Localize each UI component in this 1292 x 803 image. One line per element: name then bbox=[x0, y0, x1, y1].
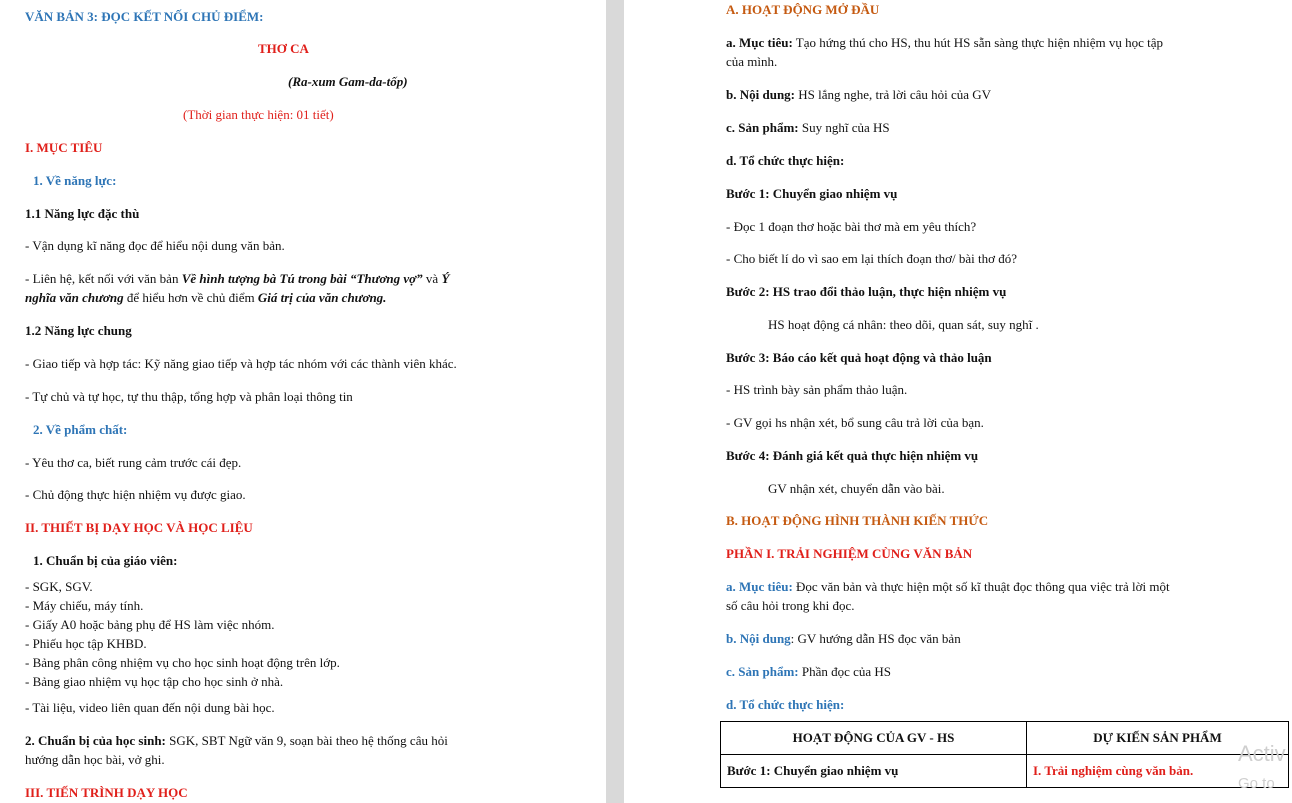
document-page-left bbox=[0, 0, 606, 803]
sub-chuan-bi-gv: 1. Chuẩn bị của giáo viên: bbox=[33, 553, 178, 568]
label-to-chuc: d. Tổ chức thực hiện: bbox=[726, 153, 845, 168]
table-cell: Bước 1: Chuyển giao nhiệm vụ bbox=[721, 755, 1027, 788]
activation-watermark-sub: Go to bbox=[1238, 775, 1275, 792]
label-muc-tieu: a. Mục tiêu: bbox=[726, 35, 793, 50]
step-1-item: - Đọc 1 đoạn thơ hoặc bài thơ mà em yêu thích? bbox=[726, 219, 977, 234]
section-muc-tieu: I. MỤC TIÊU bbox=[25, 140, 103, 155]
text-chuan-bi-hs bbox=[25, 732, 448, 749]
list-item: - Phiếu học tập KHBD. bbox=[25, 636, 147, 651]
text-san-pham-body: Suy nghĩ của HS bbox=[798, 120, 890, 135]
text-san-pham bbox=[726, 119, 890, 136]
table-header-cell: DỰ KIẾN SẢN PHẨM bbox=[1027, 722, 1289, 755]
label-b-to-chuc: d. Tổ chức thực hiện: bbox=[726, 697, 845, 712]
text-lien-he-part: để hiểu hơn về chủ điểm bbox=[123, 290, 258, 305]
part-trai-nghiem: PHẦN I. TRẢI NGHIỆM CÙNG VĂN BẢN bbox=[726, 546, 973, 561]
text-lien-he-part: và bbox=[422, 271, 442, 286]
list-item: - Bảng phân công nhiệm vụ cho học sinh hoạt động trên lớp. bbox=[25, 655, 340, 670]
label-b-san-pham: c. Sản phẩm: bbox=[726, 664, 799, 679]
lesson-heading: VĂN BẢN 3: ĐỌC KẾT NỐI CHỦ ĐIỂM: bbox=[25, 9, 264, 24]
table-header-cell: HOẠT ĐỘNG CỦA GV - HS bbox=[721, 722, 1027, 755]
label-b-muc-tieu: a. Mục tiêu: bbox=[726, 579, 793, 594]
table-cell: I. Trải nghiệm cùng văn bản. bbox=[1027, 755, 1289, 788]
list-item: - Máy chiếu, máy tính. bbox=[25, 598, 144, 613]
step-3-item: - GV gọi hs nhận xét, bổ sung câu trả lời của bạn. bbox=[726, 415, 984, 430]
text-lien-he-line2 bbox=[25, 289, 386, 306]
step-4-item: GV nhận xét, chuyển dẫn vào bài. bbox=[768, 481, 945, 496]
text-lien-he-title: Giá trị của văn chương. bbox=[257, 290, 387, 305]
label-b-noi-dung: b. Nội dung bbox=[726, 631, 791, 646]
document-page-right bbox=[624, 0, 1292, 803]
text-muc-tieu-body: Tạo hứng thú cho HS, thu hút HS sẵn sàng thực hiện nhiệm vụ học tập bbox=[792, 35, 1164, 50]
text-chu-dong: - Chủ động thực hiện nhiệm vụ được giao. bbox=[25, 487, 246, 502]
text-chuan-bi-hs-body: SGK, SBT Ngữ văn 9, soạn bài theo hệ thống câu hỏi bbox=[165, 733, 448, 748]
section-hoat-dong-mo-dau: A. HOẠT ĐỘNG MỞ ĐẦU bbox=[726, 2, 880, 17]
text-yeu-tho: - Yêu thơ ca, biết rung cảm trước cái đẹp. bbox=[25, 455, 242, 470]
text-lien-he-title: nghĩa văn chương bbox=[25, 290, 124, 305]
text-lien-he-title: Ý bbox=[441, 271, 450, 286]
label-san-pham: c. Sản phẩm: bbox=[726, 120, 799, 135]
text-b-san-pham-body: Phần đọc của HS bbox=[798, 664, 892, 679]
label-chuan-bi-hs: 2. Chuẩn bị của học sinh: bbox=[25, 733, 166, 748]
text-b-muc-tieu bbox=[726, 578, 1170, 595]
sub-nang-luc: 1. Về năng lực: bbox=[33, 173, 117, 188]
text-noi-dung bbox=[726, 86, 991, 103]
step-3-item: - HS trình bày sản phẩm thảo luận. bbox=[726, 382, 908, 397]
text-van-dung: - Vận dụng kĩ năng đọc để hiểu nội dung văn bản. bbox=[25, 238, 285, 253]
poem-title: THƠ CA bbox=[258, 41, 309, 56]
text-lien-he bbox=[25, 270, 449, 287]
text-giao-tiep: - Giao tiếp và hợp tác: Kỹ năng giao tiếp và hợp tác nhóm với các thành viên khác. bbox=[25, 356, 457, 371]
text-tu-chu: - Tự chủ và tự học, tự thu thập, tổng hợp và phân loại thông tin bbox=[25, 389, 353, 404]
text-b-muc-tieu-body: Đọc văn bản và thực hiện một số kĩ thuật đọc thông qua việc trả lời một bbox=[792, 579, 1170, 594]
section-thiet-bi: II. THIẾT BỊ DẠY HỌC VÀ HỌC LIỆU bbox=[25, 520, 253, 535]
text-b-noi-dung-body: : GV hướng dẫn HS đọc văn bản bbox=[790, 631, 961, 646]
activity-table bbox=[720, 721, 1289, 788]
text-b-noi-dung bbox=[726, 630, 961, 647]
step-3: Bước 3: Báo cáo kết quả hoạt động và thảo luận bbox=[726, 350, 992, 365]
section-hinh-thanh-kien-thuc: B. HOẠT ĐỘNG HÌNH THÀNH KIẾN THỨC bbox=[726, 513, 989, 528]
text-muc-tieu bbox=[726, 34, 1163, 51]
text-muc-tieu-line2: của mình. bbox=[726, 54, 778, 69]
text-noi-dung-body: HS lắng nghe, trả lời câu hỏi của GV bbox=[795, 87, 992, 102]
list-item: - Bảng giao nhiệm vụ học tập cho học sinh ở nhà. bbox=[25, 674, 284, 689]
table-header-row bbox=[721, 722, 1289, 755]
step-1: Bước 1: Chuyển giao nhiệm vụ bbox=[726, 186, 898, 201]
step-1-item: - Cho biết lí do vì sao em lại thích đoạn thơ/ bài thơ đó? bbox=[726, 251, 1018, 266]
table-row bbox=[721, 755, 1289, 788]
label-noi-dung: b. Nội dung: bbox=[726, 87, 795, 102]
text-tai-lieu: - Tài liệu, video liên quan đến nội dung bài học. bbox=[25, 700, 275, 715]
text-lien-he-part: - Liên hệ, kết nối với văn bản bbox=[25, 271, 182, 286]
step-4: Bước 4: Đánh giá kết quả thực hiện nhiệm vụ bbox=[726, 448, 979, 463]
time-note: (Thời gian thực hiện: 01 tiết) bbox=[183, 107, 334, 122]
text-b-muc-tieu-line2: số câu hỏi trong khi đọc. bbox=[726, 598, 855, 613]
step-2-item: HS hoạt động cá nhân: theo dõi, quan sát, suy nghĩ . bbox=[768, 317, 1039, 332]
step-2: Bước 2: HS trao đổi thảo luận, thực hiện nhiệm vụ bbox=[726, 284, 1007, 299]
text-lien-he-title: Về hình tượng bà Tú trong bài “Thương vợ” bbox=[181, 271, 423, 286]
text-chuan-bi-hs-line2: hướng dẫn học bài, vở ghi. bbox=[25, 752, 165, 767]
list-item: - SGK, SGV. bbox=[25, 579, 93, 594]
list-item: - Giấy A0 hoặc bảng phụ để HS làm việc nhóm. bbox=[25, 617, 275, 632]
text-b-san-pham bbox=[726, 663, 891, 680]
activation-watermark: Activ bbox=[1238, 741, 1286, 766]
sub-pham-chat: 2. Về phẩm chất: bbox=[33, 422, 128, 437]
sub-nang-luc-dac-thu: 1.1 Năng lực đặc thù bbox=[25, 206, 140, 221]
poem-author: (Ra-xum Gam-da-tốp) bbox=[288, 74, 408, 89]
sub-nang-luc-chung: 1.2 Năng lực chung bbox=[25, 323, 132, 338]
section-tien-trinh: III. TIẾN TRÌNH DẠY HỌC bbox=[25, 785, 188, 800]
